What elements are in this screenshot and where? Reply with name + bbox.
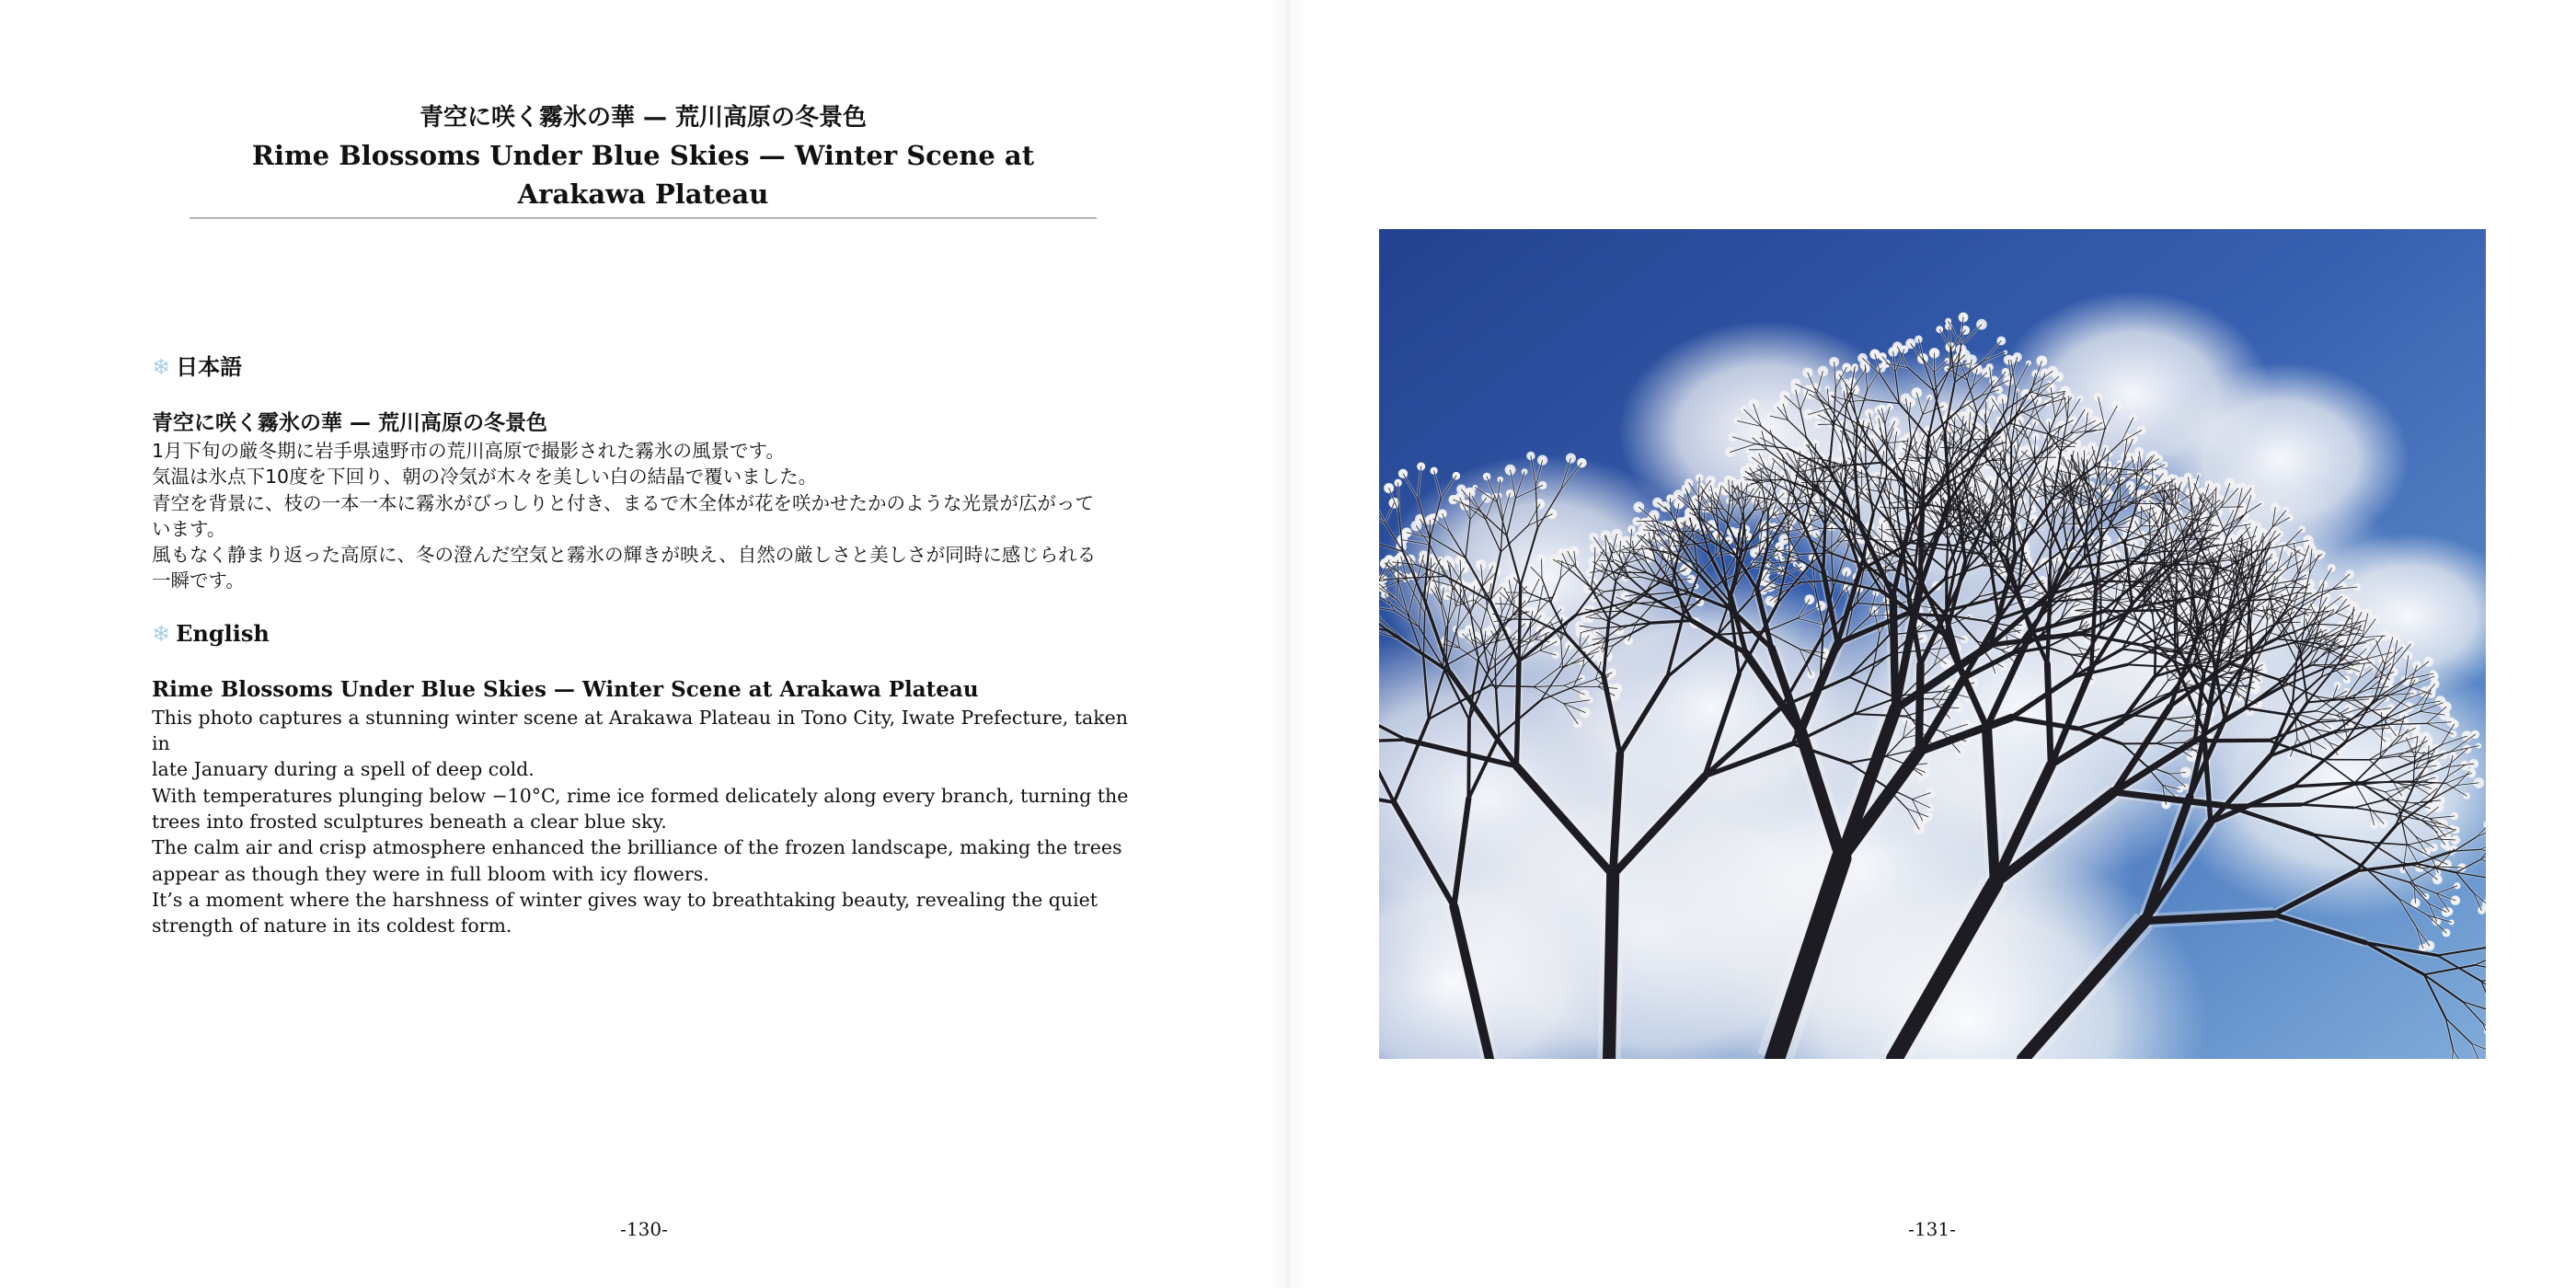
japanese-line: 一瞬です。 — [152, 569, 245, 592]
english-line: This photo captures a stunning winter scene at Arakawa Plateau in Tono City, Iwate Prefecture, taken in — [152, 706, 1128, 755]
english-section — [152, 618, 1136, 939]
page-header — [190, 99, 1097, 219]
english-line: strength of nature in its coldest form. — [152, 914, 512, 937]
snowflake-icon: ❄ — [152, 620, 171, 647]
frost-cluster — [1526, 569, 1894, 845]
english-line: trees into frosted sculptures beneath a clear blue sky. — [152, 810, 667, 833]
english-line: With temperatures plunging below −10°C, rime ice formed delicately along every branch, turning the — [152, 784, 1129, 807]
page-content — [152, 351, 1136, 938]
japanese-line: 1月下旬の厳冬期に岩手県遠野市の荒川高原で撮影された霧氷の風景です。 — [152, 440, 785, 462]
english-line: appear as though they were in full bloom with icy flowers. — [152, 862, 709, 885]
english-title: Rime Blossoms Under Blue Skies — Winter Scene at Arakawa Plateau — [152, 676, 979, 702]
english-line: late January during a spell of deep cold. — [152, 758, 535, 781]
rime-tree-illustration — [1379, 229, 2486, 1059]
english-line: The calm air and crisp atmosphere enhanced the brilliance of the frozen landscape, making the trees — [152, 836, 1122, 859]
page-number-left: -130- — [620, 1218, 668, 1240]
right-page — [1288, 0, 2576, 1288]
japanese-section-heading — [152, 351, 1136, 383]
english-paragraph — [152, 705, 1136, 939]
header-title-english: Rime Blossoms Under Blue Skies — Winter Scene at Arakawa Plateau — [190, 136, 1097, 219]
english-section-heading — [152, 618, 1136, 650]
japanese-section-label: 日本語 — [176, 354, 243, 380]
japanese-title: 青空に咲く霧氷の華 — 荒川高原の冬景色 — [152, 411, 548, 435]
japanese-line: 青空を背景に、枝の一本一本に霧氷がびっしりと付き、まるで木全体が花を咲かせたかのような光景が広がって — [152, 491, 1094, 514]
japanese-line: 風もなく静まり返った高原に、冬の澄んだ空気と霧氷の輝きが映え、自然の厳しさと美しさが同時に感じられる — [152, 544, 1097, 567]
japanese-paragraph — [152, 438, 1136, 594]
english-section-label: English — [176, 619, 270, 647]
japanese-section — [152, 351, 1136, 594]
rime-tree-photo — [1379, 229, 2486, 1059]
japanese-line: います。 — [152, 517, 226, 540]
header-title-japanese: 青空に咲く霧氷の華 — 荒川高原の冬景色 — [419, 104, 868, 132]
snowflake-icon: ❄ — [152, 354, 171, 380]
english-line: It’s a moment where the harshness of winter gives way to breathtaking beauty, revealing the quiet — [152, 888, 1098, 911]
japanese-line: 気温は氷点下10度を下回り、朝の冷気が木々を美しい白の結晶で覆いました。 — [152, 466, 818, 489]
